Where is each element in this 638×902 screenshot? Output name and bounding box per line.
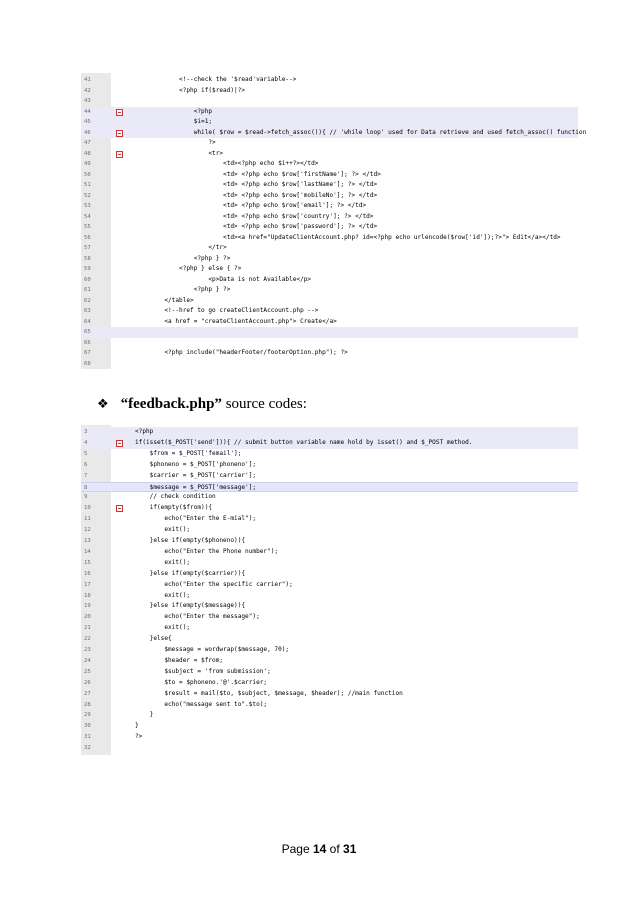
- line-number: 11: [84, 516, 91, 523]
- footer-page-number: 14: [312, 842, 327, 856]
- line-number: 48: [84, 150, 91, 157]
- code-line: [81, 212, 578, 223]
- line-number: 12: [84, 527, 91, 534]
- code-line: [81, 359, 578, 370]
- code-line: [81, 656, 578, 667]
- code-line: [81, 191, 578, 202]
- code-text: <td> <?php echo $row['password']; ?> </td>: [135, 223, 378, 230]
- line-number: 66: [84, 339, 91, 346]
- line-number: 29: [84, 712, 91, 719]
- code-text: }else if(empty($carrier)){: [135, 569, 246, 577]
- code-text: echo("Enter the message");: [135, 613, 260, 621]
- code-line: [81, 503, 578, 514]
- line-number: 5: [84, 450, 88, 457]
- line-number: 55: [84, 224, 91, 230]
- code-text: $message = wordwrap($message, 70);: [135, 646, 290, 653]
- code-line: [81, 107, 578, 118]
- line-number: 50: [84, 171, 91, 178]
- code-line: [81, 170, 578, 181]
- line-number: 56: [84, 234, 91, 241]
- fold-toggle-icon[interactable]: [116, 505, 123, 512]
- fold-toggle-icon[interactable]: [116, 151, 123, 158]
- line-number: 3: [84, 429, 88, 435]
- code-text: echo("Enter the E-mial");: [135, 515, 257, 523]
- code-text: $phoneno = $_POST['phoneno'];: [135, 460, 257, 468]
- code-text: <td><a href="UpdateClientAccount.php? id=<?php echo urlencode($row['id']);?>"> Edit</a></td>: [135, 233, 561, 241]
- line-number: 17: [84, 581, 91, 588]
- page-footer: [0, 842, 638, 856]
- code-line: [81, 233, 578, 244]
- code-text: $from = $_POST['femail'];: [135, 449, 242, 457]
- code-line: [81, 580, 578, 591]
- code-line: [81, 612, 578, 623]
- code-text: exit();: [135, 591, 191, 599]
- line-number: 15: [84, 559, 91, 566]
- heading-filename: “feedback.php”: [120, 396, 222, 412]
- code-text: exit();: [135, 624, 191, 632]
- code-line: [81, 438, 578, 449]
- line-number: 24: [84, 657, 91, 664]
- code-text: if(isset($_POST['send'])){ // submit button variable name hold by isset() and $_POST method.: [135, 438, 473, 446]
- code-text: <?php include("headerFooter/footerOption.php"); ?>: [135, 349, 348, 356]
- code-line: [81, 471, 578, 482]
- code-line: [81, 667, 578, 678]
- code-line: [81, 547, 578, 558]
- code-line: [81, 569, 578, 580]
- code-line: [81, 75, 578, 86]
- line-number: 21: [84, 625, 91, 632]
- code-text: <!--check the '$read'variable-->: [135, 76, 297, 83]
- line-number: 14: [84, 548, 91, 555]
- line-number: 59: [84, 266, 91, 272]
- code-line: [81, 492, 578, 503]
- line-number: 25: [84, 668, 91, 675]
- code-text: <td> <?php echo $row['email']; ?> </td>: [135, 202, 367, 209]
- footer-prefix: Page: [281, 842, 313, 856]
- code-line: [81, 327, 578, 338]
- line-number: 45: [84, 119, 91, 125]
- line-number: 52: [84, 192, 91, 199]
- code-text: $carrier = $_POST['carrier'];: [135, 471, 257, 479]
- code-text: }else if(empty($phoneno)){: [135, 537, 246, 544]
- line-number: 30: [84, 723, 91, 730]
- code-text: $to = $phoneno.'@'.$carrier;: [135, 678, 268, 686]
- fold-toggle-icon[interactable]: [116, 109, 123, 116]
- line-number: 10: [84, 505, 91, 512]
- code-line: [81, 449, 578, 460]
- code-line: [81, 710, 578, 721]
- line-number: 6: [84, 461, 88, 468]
- code-text: if(empty($from)){: [135, 504, 213, 512]
- line-number: 61: [84, 287, 91, 293]
- code-text: echo("Enter the Phone number");: [135, 547, 279, 555]
- line-number: 28: [84, 701, 91, 708]
- code-text: </tr>: [135, 244, 227, 251]
- line-number: 54: [84, 213, 91, 220]
- code-line: [81, 525, 578, 536]
- code-line: [81, 732, 578, 743]
- line-number: 16: [84, 570, 91, 577]
- code-text: }else{: [135, 635, 172, 643]
- code-line: [81, 264, 578, 275]
- code-line: [81, 117, 578, 128]
- footer-total-pages: 31: [343, 842, 357, 856]
- line-number: 13: [84, 538, 91, 544]
- code-line: [81, 180, 578, 191]
- code-text: </table>: [135, 296, 194, 304]
- code-text: }: [135, 711, 154, 719]
- code-line: [81, 338, 578, 349]
- code-text: <?php } ?>: [135, 286, 231, 293]
- code-screenshot-top: [81, 73, 587, 369]
- code-line: [81, 645, 578, 656]
- line-number: 47: [84, 140, 91, 146]
- footer-of: of: [326, 842, 344, 856]
- line-number: 46: [84, 129, 91, 136]
- line-number: 19: [84, 603, 91, 610]
- code-line: [81, 460, 578, 471]
- code-text: while( $row = $read->fetch_assoc()){ // 'while loop' used for Data retrieve and used fetch_assoc() function: [135, 128, 587, 136]
- code-line: [81, 149, 578, 160]
- code-text: <?php if($read)|?>: [135, 86, 246, 94]
- code-line: [81, 536, 578, 547]
- code-text: <a href = "createClientAccount.php"> Create</a>: [135, 317, 337, 325]
- code-line: [81, 678, 578, 689]
- code-text: <?php } ?>: [135, 254, 231, 262]
- code-line: [81, 348, 578, 359]
- code-text: echo("message sent to".$to);: [135, 700, 268, 708]
- code-screenshot-bottom: [81, 425, 578, 755]
- line-number: 8: [84, 484, 88, 491]
- line-number: 26: [84, 679, 91, 686]
- line-number: 60: [84, 276, 91, 283]
- line-number: 58: [84, 255, 91, 262]
- line-number: 43: [84, 98, 91, 104]
- code-line: [81, 306, 578, 317]
- code-line: [81, 482, 578, 493]
- code-text: <?php: [135, 428, 154, 435]
- line-number: 62: [84, 297, 91, 304]
- code-text: ?>: [135, 139, 216, 146]
- code-text: }: [135, 722, 139, 730]
- code-text: echo("Enter the specific carrier");: [135, 580, 293, 588]
- code-line: [81, 96, 578, 107]
- heading-suffix: source codes:: [221, 396, 307, 412]
- code-line: [81, 138, 578, 149]
- code-line: [81, 243, 578, 254]
- code-line: [81, 275, 578, 286]
- line-number: 64: [84, 318, 91, 325]
- code-text: exit();: [135, 526, 191, 534]
- code-line: [81, 427, 578, 438]
- line-number: 44: [84, 108, 91, 115]
- code-line: [81, 700, 578, 711]
- line-number: 9: [84, 494, 88, 501]
- line-number: 68: [84, 360, 91, 367]
- code-line: [81, 317, 578, 328]
- fold-toggle-icon[interactable]: [116, 130, 123, 137]
- code-line: [81, 634, 578, 645]
- code-text: <td> <?php echo $row['mobileNo']; ?> </td>: [135, 191, 378, 199]
- code-text: <td><?php echo $i++?></td>: [135, 160, 319, 167]
- code-line: [81, 591, 578, 602]
- code-line: [81, 296, 578, 307]
- code-text: <p>Data is not Available</p>: [135, 275, 312, 283]
- code-text: <td> <?php echo $row['lastName']; ?> </td>: [135, 181, 378, 188]
- code-line: [81, 514, 578, 525]
- line-number: 67: [84, 350, 91, 356]
- line-number: 18: [84, 592, 91, 599]
- line-number: 4: [84, 439, 88, 446]
- section-heading: [97, 396, 307, 413]
- code-text: <td> <?php echo $row['firstName']; ?> </td>: [135, 170, 381, 178]
- code-text: $i=1;: [135, 118, 213, 125]
- line-number: 23: [84, 647, 91, 653]
- code-line: [81, 222, 578, 233]
- fold-toggle-icon[interactable]: [116, 440, 123, 447]
- code-line: [81, 743, 578, 754]
- code-line: [81, 128, 587, 139]
- line-number: 32: [84, 745, 91, 752]
- code-line: [81, 159, 578, 170]
- code-line: [81, 601, 578, 612]
- code-line: [81, 86, 578, 97]
- code-line: [81, 201, 578, 212]
- code-text: $header = $from;: [135, 656, 224, 664]
- code-text: exit();: [135, 558, 191, 566]
- line-number: 27: [84, 690, 91, 697]
- code-text: <?php } else { ?>: [135, 265, 242, 272]
- code-line: [81, 689, 578, 700]
- line-number: 49: [84, 161, 91, 167]
- line-number: 7: [84, 472, 88, 479]
- code-line: [81, 254, 578, 265]
- code-text: $result = mail($to, $subject, $message, $header); //main function: [135, 689, 403, 697]
- diamond-bullet-icon: ❖: [97, 397, 109, 412]
- line-number: 31: [84, 734, 91, 741]
- code-text: <?php: [135, 107, 213, 115]
- code-text: $subject = 'from submission';: [135, 667, 271, 675]
- code-text: <td> <?php echo $row['country']; ?> </td>: [135, 212, 374, 220]
- code-line: [81, 721, 578, 732]
- code-text: // check condition: [135, 493, 216, 501]
- line-number: 41: [84, 77, 91, 83]
- line-number: 42: [84, 87, 91, 94]
- code-text: <tr>: [135, 149, 224, 157]
- line-number: 65: [84, 329, 91, 335]
- line-number: 22: [84, 636, 91, 643]
- line-number: 63: [84, 308, 91, 314]
- code-line: [81, 623, 578, 634]
- code-text: ?>: [135, 733, 143, 741]
- code-line: [81, 558, 578, 569]
- code-text: }else if(empty($message)){: [135, 602, 246, 610]
- line-number: 20: [84, 614, 91, 621]
- code-text: <!--href to go createClientAccount.php -->: [135, 307, 319, 314]
- code-text: $message = $_POST['message'];: [135, 483, 257, 491]
- line-number: 51: [84, 182, 91, 188]
- line-number: 53: [84, 203, 91, 209]
- code-line: [81, 285, 578, 296]
- line-number: 57: [84, 245, 91, 251]
